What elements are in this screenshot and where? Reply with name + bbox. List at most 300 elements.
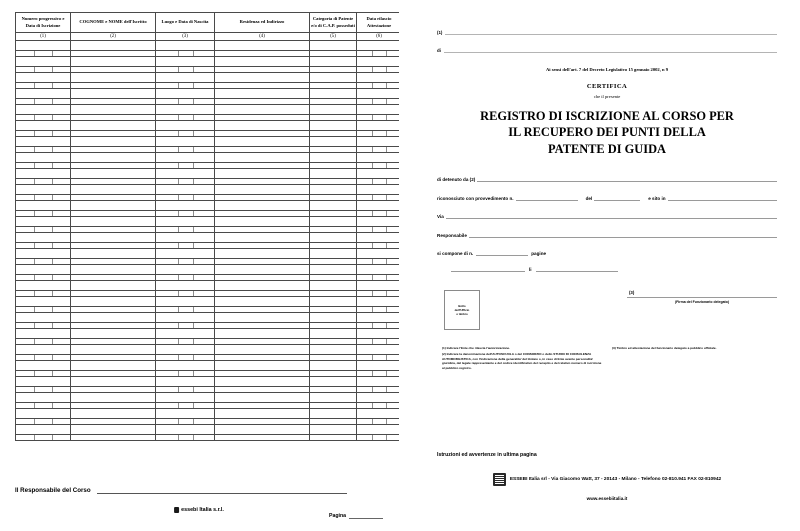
table-cell[interactable]	[215, 281, 310, 291]
table-cell[interactable]	[357, 259, 402, 265]
table-cell[interactable]	[215, 425, 310, 435]
table-cell[interactable]	[16, 57, 71, 67]
table-row[interactable]	[16, 233, 402, 243]
field-del-input[interactable]	[594, 194, 640, 201]
table-cell[interactable]	[16, 115, 71, 121]
table-cell[interactable]	[16, 89, 71, 99]
table-cell[interactable]	[16, 307, 71, 313]
table-cell[interactable]	[310, 265, 357, 275]
table-cell[interactable]	[156, 137, 215, 147]
table-cell[interactable]	[215, 137, 310, 147]
table-row[interactable]	[16, 297, 402, 307]
field-detenuto-da[interactable]	[437, 175, 777, 182]
table-cell[interactable]	[156, 249, 215, 259]
table-cell[interactable]	[16, 275, 71, 281]
table-cell[interactable]	[16, 435, 71, 441]
table-cell[interactable]	[357, 233, 402, 243]
table-cell[interactable]	[71, 201, 156, 211]
table-cell[interactable]	[156, 313, 215, 323]
field-riconosciuto-input[interactable]	[516, 194, 578, 201]
table-cell[interactable]	[16, 195, 71, 201]
table-cell[interactable]	[215, 73, 310, 83]
table-row[interactable]	[16, 201, 402, 211]
table-cell[interactable]	[156, 297, 215, 307]
table-cell[interactable]	[156, 179, 215, 185]
table-cell[interactable]	[156, 147, 215, 153]
table-cell[interactable]	[215, 233, 310, 243]
table-cell[interactable]	[215, 249, 310, 259]
table-cell[interactable]	[16, 163, 71, 169]
table-row[interactable]	[16, 217, 402, 227]
table-cell[interactable]	[310, 153, 357, 163]
date-separator-tick	[372, 419, 373, 424]
table-cell[interactable]	[71, 73, 156, 83]
table-cell[interactable]	[156, 169, 215, 179]
table-cell[interactable]	[16, 265, 71, 275]
table-cell[interactable]	[16, 355, 71, 361]
column-number-1: (1)	[16, 33, 71, 41]
table-cell[interactable]	[310, 435, 357, 441]
date-separator-tick	[178, 419, 179, 424]
responsabile-corso-field[interactable]	[15, 486, 383, 494]
table-cell[interactable]	[215, 361, 310, 371]
table-cell[interactable]	[16, 313, 71, 323]
field-via[interactable]	[437, 212, 777, 219]
signature-rule[interactable]	[627, 296, 777, 298]
table-cell[interactable]	[71, 393, 156, 403]
table-row[interactable]	[16, 41, 402, 51]
table-cell[interactable]	[156, 153, 215, 163]
table-row[interactable]	[16, 425, 402, 435]
table-cell[interactable]	[156, 201, 215, 211]
table-cell[interactable]	[16, 419, 71, 425]
date-separator-tick	[372, 259, 373, 264]
table-cell[interactable]	[156, 409, 215, 419]
table-cell[interactable]	[156, 83, 215, 89]
top-field-2-rule[interactable]	[444, 46, 777, 53]
table-cell[interactable]	[310, 313, 357, 323]
table-cell[interactable]	[16, 339, 71, 345]
table-cell[interactable]	[357, 403, 402, 409]
table-cell[interactable]	[16, 137, 71, 147]
table-cell[interactable]	[156, 243, 215, 249]
responsabile-corso-rule[interactable]	[97, 486, 347, 494]
table-cell[interactable]	[357, 73, 402, 83]
table-cell[interactable]	[357, 201, 402, 211]
table-cell[interactable]	[215, 329, 310, 339]
table-cell[interactable]	[357, 393, 402, 403]
table-cell[interactable]	[310, 89, 357, 99]
table-cell[interactable]	[357, 179, 402, 185]
table-cell[interactable]	[357, 307, 402, 313]
table-cell[interactable]	[215, 265, 310, 275]
table-cell[interactable]	[215, 377, 310, 387]
table-row[interactable]	[16, 105, 402, 115]
pagina-rule[interactable]	[349, 512, 383, 519]
table-cell[interactable]	[357, 137, 402, 147]
date-separator-tick	[386, 179, 387, 184]
table-cell[interactable]	[71, 249, 156, 259]
table-row[interactable]	[16, 185, 402, 195]
table-cell[interactable]	[16, 83, 71, 89]
table-cell[interactable]	[16, 99, 71, 105]
table-cell[interactable]	[71, 297, 156, 307]
title-line-1: REGISTRO DI ISCRIZIONE AL CORSO PER	[480, 109, 734, 123]
table-cell[interactable]	[310, 425, 357, 435]
table-cell[interactable]	[357, 227, 402, 233]
table-row[interactable]	[16, 313, 402, 323]
table-cell[interactable]	[310, 137, 357, 147]
table-cell[interactable]	[156, 73, 215, 83]
table-row[interactable]	[16, 393, 402, 403]
field-sito-in-label: e sito in	[648, 195, 666, 201]
table-cell[interactable]	[215, 89, 310, 99]
table-cell[interactable]	[156, 355, 215, 361]
date-separator-tick	[386, 51, 387, 56]
table-cell[interactable]	[156, 163, 215, 169]
table-cell[interactable]	[16, 121, 71, 131]
table-cell[interactable]	[71, 345, 156, 355]
table-row[interactable]	[16, 73, 402, 83]
table-cell[interactable]	[16, 259, 71, 265]
table-cell[interactable]	[215, 345, 310, 355]
table-cell[interactable]	[16, 361, 71, 371]
table-cell[interactable]	[357, 51, 402, 57]
table-cell[interactable]	[16, 147, 71, 153]
table-cell[interactable]	[71, 313, 156, 323]
table-cell[interactable]	[215, 169, 310, 179]
table-cell[interactable]	[310, 393, 357, 403]
table-cell[interactable]	[357, 99, 402, 105]
table-cell[interactable]	[357, 153, 402, 163]
table-cell[interactable]	[215, 297, 310, 307]
table-cell[interactable]	[16, 201, 71, 211]
table-cell[interactable]	[156, 233, 215, 243]
table-cell[interactable]	[71, 185, 156, 195]
field-detenuto-da-input[interactable]	[477, 175, 777, 182]
table-cell[interactable]	[156, 275, 215, 281]
table-cell[interactable]	[215, 121, 310, 131]
table-cell[interactable]	[16, 211, 71, 217]
table-cell[interactable]	[357, 409, 402, 419]
table-cell[interactable]	[16, 403, 71, 409]
table-cell[interactable]	[71, 89, 156, 99]
table-cell[interactable]	[357, 105, 402, 115]
top-field-2[interactable]	[437, 46, 777, 53]
table-cell[interactable]	[71, 233, 156, 243]
table-cell[interactable]	[310, 377, 357, 387]
table-cell[interactable]	[357, 329, 402, 339]
table-cell[interactable]	[357, 57, 402, 67]
table-cell[interactable]	[357, 313, 402, 323]
table-cell[interactable]	[357, 249, 402, 259]
field-via-input[interactable]	[446, 212, 777, 219]
table-row[interactable]	[16, 169, 402, 179]
table-cell[interactable]	[156, 403, 215, 409]
table-cell[interactable]	[16, 179, 71, 185]
table-row[interactable]	[16, 361, 402, 371]
table-cell[interactable]	[357, 377, 402, 387]
table-cell[interactable]	[156, 41, 215, 51]
table-cell[interactable]	[16, 409, 71, 419]
table-cell[interactable]	[357, 425, 402, 435]
table-cell[interactable]	[310, 409, 357, 419]
date-separator-tick	[34, 83, 35, 88]
table-cell[interactable]	[357, 131, 402, 137]
date-separator-tick	[34, 419, 35, 424]
table-cell[interactable]	[156, 361, 215, 371]
field-luogo-input[interactable]	[451, 265, 525, 272]
table-cell[interactable]	[16, 249, 71, 259]
field-si-compone[interactable]	[437, 249, 777, 256]
table-row[interactable]	[16, 265, 402, 275]
table-cell[interactable]	[71, 329, 156, 339]
table-cell[interactable]	[310, 361, 357, 371]
date-separator-tick	[178, 147, 179, 152]
table-row[interactable]	[16, 57, 402, 67]
field-riconosciuto[interactable]	[437, 194, 777, 201]
table-cell[interactable]	[310, 281, 357, 291]
table-cell[interactable]	[357, 169, 402, 179]
table-cell[interactable]	[16, 393, 71, 403]
table-cell[interactable]	[156, 99, 215, 105]
date-separator-tick	[193, 227, 194, 232]
table-cell[interactable]	[310, 105, 357, 115]
table-cell[interactable]	[357, 291, 402, 297]
table-row[interactable]	[16, 137, 402, 147]
table-cell[interactable]	[71, 169, 156, 179]
table-cell[interactable]	[156, 121, 215, 131]
table-cell[interactable]	[16, 51, 71, 57]
table-cell[interactable]	[310, 169, 357, 179]
table-cell[interactable]	[156, 281, 215, 291]
table-cell[interactable]	[357, 217, 402, 227]
table-cell[interactable]	[156, 211, 215, 217]
date-separator-tick	[372, 83, 373, 88]
table-cell[interactable]	[16, 377, 71, 387]
table-cell[interactable]	[156, 393, 215, 403]
table-cell[interactable]	[16, 105, 71, 115]
top-field-1[interactable]	[437, 28, 777, 35]
table-cell[interactable]	[71, 137, 156, 147]
table-cell[interactable]	[357, 265, 402, 275]
table-cell[interactable]	[156, 345, 215, 355]
table-row[interactable]	[16, 345, 402, 355]
table-row[interactable]	[16, 377, 402, 387]
table-cell[interactable]	[215, 57, 310, 67]
table-cell[interactable]	[156, 259, 215, 265]
table-cell[interactable]	[156, 51, 215, 57]
table-cell[interactable]	[357, 339, 402, 345]
table-cell[interactable]	[16, 345, 71, 355]
field-si-compone-input[interactable]	[476, 249, 528, 256]
table-cell[interactable]	[16, 153, 71, 163]
table-cell[interactable]	[310, 201, 357, 211]
table-cell[interactable]	[156, 67, 215, 73]
left-footer-brand-row	[15, 507, 383, 519]
table-cell[interactable]	[357, 185, 402, 195]
table-cell[interactable]	[156, 387, 215, 393]
table-cell[interactable]	[71, 361, 156, 371]
table-cell[interactable]	[357, 121, 402, 131]
table-cell[interactable]	[215, 185, 310, 195]
table-cell[interactable]	[357, 323, 402, 329]
table-cell[interactable]	[16, 291, 71, 297]
table-cell[interactable]	[357, 115, 402, 121]
table-cell[interactable]	[215, 105, 310, 115]
table-cell[interactable]	[156, 435, 215, 441]
field-sito-in-input[interactable]	[668, 194, 777, 201]
table-cell[interactable]	[357, 163, 402, 169]
table-cell[interactable]	[16, 217, 71, 227]
table-cell[interactable]	[310, 297, 357, 307]
table-cell[interactable]	[16, 425, 71, 435]
table-row[interactable]	[16, 249, 402, 259]
table-cell[interactable]	[310, 217, 357, 227]
table-cell[interactable]	[215, 313, 310, 323]
table-row[interactable]	[16, 153, 402, 163]
table-cell[interactable]	[357, 89, 402, 99]
table-cell[interactable]	[310, 185, 357, 195]
table-cell[interactable]	[357, 243, 402, 249]
table-cell[interactable]	[215, 201, 310, 211]
table-cell[interactable]	[357, 83, 402, 89]
table-cell[interactable]	[156, 227, 215, 233]
pagina-field[interactable]	[329, 512, 383, 519]
table-cell[interactable]	[71, 409, 156, 419]
table-cell[interactable]	[156, 265, 215, 275]
table-cell[interactable]	[16, 131, 71, 137]
table-cell[interactable]	[16, 323, 71, 329]
table-row[interactable]	[16, 329, 402, 339]
table-cell[interactable]	[215, 435, 310, 441]
table-cell[interactable]	[357, 435, 402, 441]
table-cell[interactable]	[357, 275, 402, 281]
table-cell[interactable]	[310, 233, 357, 243]
table-cell[interactable]	[16, 73, 71, 83]
table-cell[interactable]	[357, 67, 402, 73]
table-cell[interactable]	[357, 361, 402, 371]
table-cell[interactable]	[71, 435, 156, 441]
table-cell[interactable]	[310, 73, 357, 83]
table-cell[interactable]	[16, 227, 71, 233]
table-cell[interactable]	[71, 57, 156, 67]
table-cell[interactable]	[16, 387, 71, 393]
column-header-cognome-nome: COGNOME e NOME dell'Iscritto	[71, 13, 156, 33]
table-cell[interactable]	[215, 41, 310, 51]
date-separator-tick	[34, 291, 35, 296]
table-cell[interactable]	[357, 387, 402, 393]
table-cell[interactable]	[156, 323, 215, 329]
table-cell[interactable]	[156, 185, 215, 195]
table-cell[interactable]	[156, 57, 215, 67]
table-cell[interactable]	[71, 377, 156, 387]
field-responsabile-input[interactable]	[469, 231, 777, 238]
top-field-1-rule[interactable]	[445, 28, 777, 35]
date-separator-tick	[386, 291, 387, 296]
table-cell[interactable]	[357, 345, 402, 355]
table-cell[interactable]	[71, 121, 156, 131]
table-cell[interactable]	[156, 105, 215, 115]
table-cell[interactable]	[357, 297, 402, 307]
left-page	[0, 0, 399, 531]
table-cell[interactable]	[16, 233, 71, 243]
field-data-input[interactable]	[536, 265, 618, 272]
table-cell[interactable]	[310, 57, 357, 67]
table-row[interactable]	[16, 121, 402, 131]
table-cell[interactable]	[16, 41, 71, 51]
table-cell[interactable]	[16, 67, 71, 73]
table-cell[interactable]	[156, 329, 215, 339]
table-cell[interactable]	[71, 153, 156, 163]
table-cell[interactable]	[156, 195, 215, 201]
table-cell[interactable]	[215, 217, 310, 227]
field-luogo-data[interactable]	[437, 265, 777, 272]
table-cell[interactable]	[156, 217, 215, 227]
table-cell[interactable]	[215, 153, 310, 163]
table-cell[interactable]	[16, 371, 71, 377]
table-cell[interactable]	[71, 217, 156, 227]
table-cell[interactable]	[156, 419, 215, 425]
table-cell[interactable]	[156, 131, 215, 137]
table-cell[interactable]	[310, 249, 357, 259]
table-cell[interactable]	[156, 371, 215, 377]
table-cell[interactable]	[156, 377, 215, 387]
table-cell[interactable]	[310, 345, 357, 355]
table-cell[interactable]	[71, 41, 156, 51]
table-row[interactable]	[16, 89, 402, 99]
table-cell[interactable]	[357, 195, 402, 201]
table-cell[interactable]	[310, 41, 357, 51]
table-cell[interactable]	[71, 265, 156, 275]
date-separator-tick	[386, 99, 387, 104]
table-row[interactable]	[16, 281, 402, 291]
table-cell[interactable]	[310, 329, 357, 339]
table-cell[interactable]	[156, 339, 215, 345]
table-cell[interactable]	[16, 297, 71, 307]
table-cell[interactable]	[156, 307, 215, 313]
table-cell[interactable]	[357, 419, 402, 425]
table-cell[interactable]	[357, 371, 402, 377]
stamp-box[interactable]	[444, 290, 480, 330]
table-cell[interactable]	[156, 291, 215, 297]
table-cell[interactable]	[357, 355, 402, 361]
table-cell[interactable]	[16, 169, 71, 179]
table-cell[interactable]	[215, 409, 310, 419]
table-cell[interactable]	[71, 281, 156, 291]
table-cell[interactable]	[71, 425, 156, 435]
footnote-2: (2) Indicare la denominazione dell'AUTOSCUOLA o del CONSORZIO o dello STUDIO DI CONSULENZA AUTOMOBILISTICA, con l'indicazione della generalita' del titolare o, in caso di Ente avente personalita' giuridica, del legale rappresentante e del codice identificativo del recapito e del relativo numero di iscrizione al pubblico registro.	[442, 352, 602, 371]
field-responsabile-label: Responsabile	[437, 232, 467, 238]
table-cell[interactable]	[16, 185, 71, 195]
table-cell[interactable]	[16, 281, 71, 291]
table-cell[interactable]	[156, 425, 215, 435]
table-cell[interactable]	[156, 115, 215, 121]
field-responsabile[interactable]	[437, 231, 777, 238]
table-cell[interactable]	[357, 211, 402, 217]
table-cell[interactable]	[215, 393, 310, 403]
table-cell[interactable]	[16, 243, 71, 249]
table-cell[interactable]	[357, 41, 402, 51]
table-cell[interactable]	[357, 281, 402, 291]
table-cell[interactable]	[71, 105, 156, 115]
table-cell[interactable]	[16, 329, 71, 339]
table-cell[interactable]	[156, 89, 215, 99]
table-row[interactable]	[16, 409, 402, 419]
table-cell[interactable]	[357, 147, 402, 153]
table-row[interactable]	[16, 435, 402, 441]
table-cell[interactable]	[310, 121, 357, 131]
